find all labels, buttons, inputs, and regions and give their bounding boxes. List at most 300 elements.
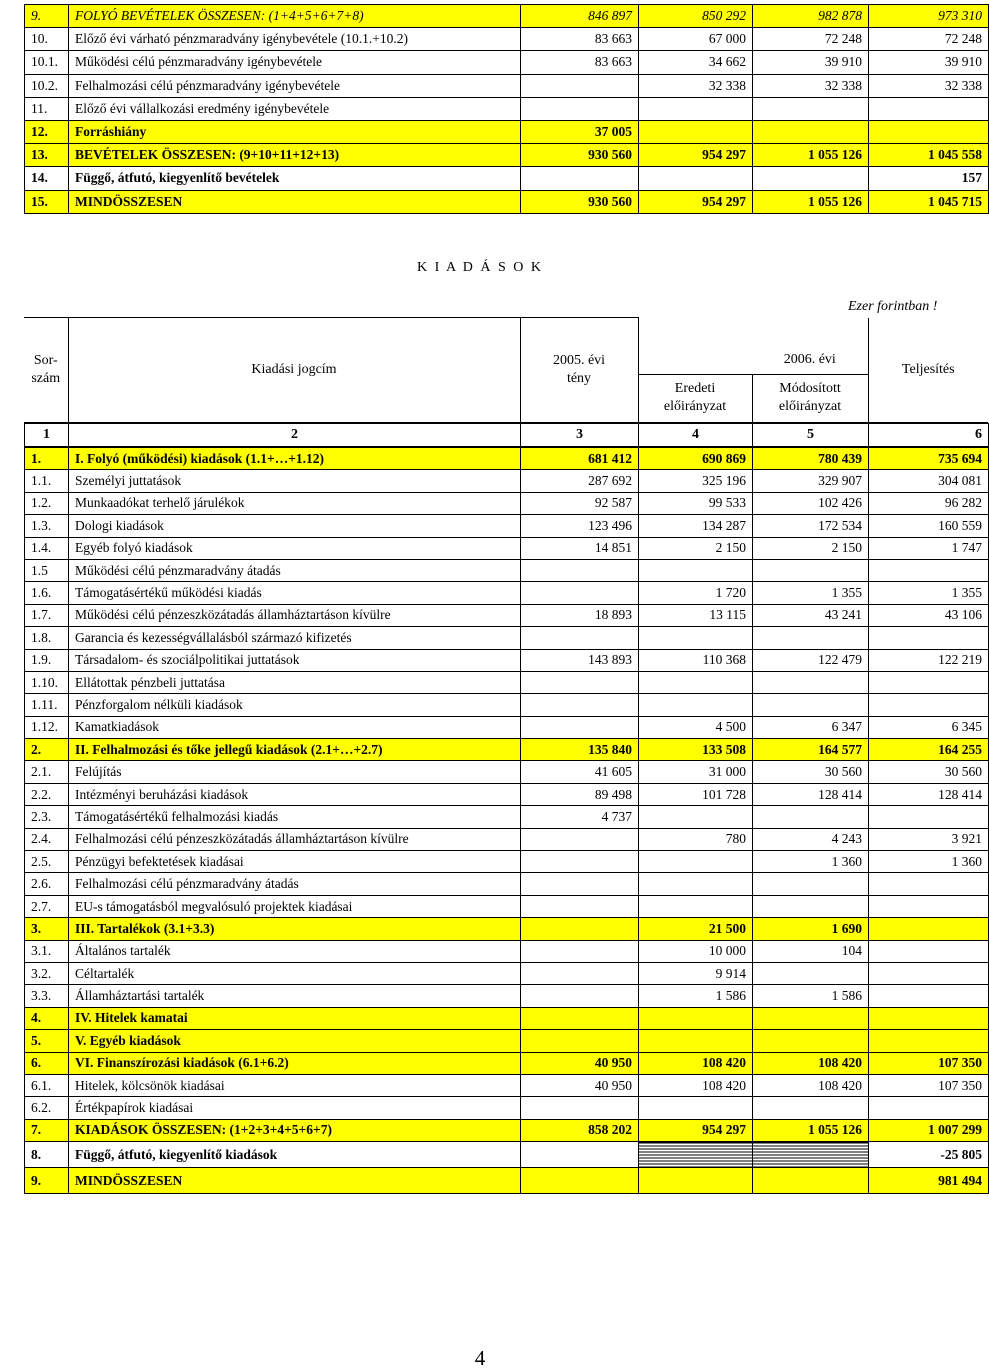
row-value: [639, 895, 753, 917]
expense-row: [25, 537, 989, 559]
expense-row: [25, 559, 989, 581]
row-value: [639, 167, 753, 190]
row-value: 89 498: [521, 783, 639, 805]
expense-row: [25, 492, 989, 514]
expense-row: [25, 448, 989, 470]
row-value: [753, 806, 869, 828]
expense-row: [25, 851, 989, 873]
row-number: 1.7.: [25, 604, 69, 626]
row-value: [521, 74, 639, 97]
row-label: Általános tartalék: [69, 940, 521, 962]
row-number: 2.2.: [25, 783, 69, 805]
row-value: 164 577: [753, 739, 869, 761]
row-value: 287 692: [521, 470, 639, 492]
row-value: [869, 985, 989, 1007]
row-value: 1 586: [639, 985, 753, 1007]
row-number: 3.2.: [25, 962, 69, 984]
row-value: 1 747: [869, 537, 989, 559]
row-value: 13 115: [639, 604, 753, 626]
expense-row: [25, 604, 989, 626]
header-modositott: Módosított előirányzat: [752, 374, 868, 423]
row-number: 13.: [25, 144, 69, 167]
row-label: Társadalom- és szociálpolitikai juttatások: [69, 649, 521, 671]
row-value: 102 426: [753, 492, 869, 514]
row-value: 83 663: [521, 51, 639, 74]
row-value: 108 420: [639, 1052, 753, 1074]
row-value: 4 500: [639, 716, 753, 738]
unit-note: Ezer forintban !: [848, 299, 938, 314]
income-row: [25, 51, 989, 74]
row-value: 846 897: [521, 5, 639, 28]
row-number: 2.3.: [25, 806, 69, 828]
row-value: 930 560: [521, 190, 639, 213]
row-value: 32 338: [869, 74, 989, 97]
row-label: Pénzügyi befektetések kiadásai: [69, 851, 521, 873]
row-value: [869, 559, 989, 581]
row-label: Értékpapírok kiadásai: [69, 1097, 521, 1119]
row-number: 5.: [25, 1030, 69, 1052]
row-value: 92 587: [521, 492, 639, 514]
row-value: 160 559: [869, 515, 989, 537]
row-value: [753, 120, 869, 143]
row-value: [521, 716, 639, 738]
row-value: 1 055 126: [753, 190, 869, 213]
expenses-header: [24, 317, 988, 423]
row-label: Felhalmozási célú pénzeszközátadás államháztartáson kívülre: [69, 828, 521, 850]
row-value: [521, 1097, 639, 1119]
row-value: 104: [753, 940, 869, 962]
row-value: 780: [639, 828, 753, 850]
row-value: [753, 1142, 869, 1168]
row-value: 4 243: [753, 828, 869, 850]
row-value: 72 248: [753, 28, 869, 51]
row-number: 2.4.: [25, 828, 69, 850]
row-value: 41 605: [521, 761, 639, 783]
row-label: Támogatásértékű felhalmozási kiadás: [69, 806, 521, 828]
row-value: 954 297: [639, 144, 753, 167]
row-label: IV. Hitelek kamatai: [69, 1007, 521, 1029]
header-sorszam: Sor- szám: [24, 318, 68, 423]
row-value: [521, 582, 639, 604]
row-value: 1 055 126: [753, 144, 869, 167]
row-value: 1 045 558: [869, 144, 989, 167]
row-number: 11.: [25, 97, 69, 120]
row-value: 304 081: [869, 470, 989, 492]
row-value: [753, 1097, 869, 1119]
row-number: 6.2.: [25, 1097, 69, 1119]
row-number: 2.5.: [25, 851, 69, 873]
income-row: [25, 74, 989, 97]
row-value: 1 360: [869, 851, 989, 873]
col-number: 2: [69, 424, 521, 447]
row-value: [753, 895, 869, 917]
expense-row: [25, 1007, 989, 1029]
row-label: Forráshiány: [69, 120, 521, 143]
expense-row: [25, 1097, 989, 1119]
header-2006: 2006. évi: [752, 318, 868, 375]
income-row: [25, 5, 989, 28]
expense-row: [25, 806, 989, 828]
expense-row: [25, 1052, 989, 1074]
row-value: 1 360: [753, 851, 869, 873]
row-value: [639, 1097, 753, 1119]
row-value: 1 720: [639, 582, 753, 604]
row-value: 850 292: [639, 5, 753, 28]
row-value: 681 412: [521, 448, 639, 470]
row-value: [869, 120, 989, 143]
row-label: MINDÖSSZESEN: [69, 190, 521, 213]
row-value: [753, 671, 869, 693]
expense-row: [25, 918, 989, 940]
header-teljesites: Teljesítés: [868, 318, 988, 423]
row-value: [869, 918, 989, 940]
row-value: [639, 1168, 753, 1194]
col-number: 6: [869, 424, 989, 447]
row-value: [869, 1007, 989, 1029]
row-value: 6 345: [869, 716, 989, 738]
row-value: 954 297: [639, 190, 753, 213]
row-value: [521, 1030, 639, 1052]
row-value: 122 479: [753, 649, 869, 671]
row-value: 133 508: [639, 739, 753, 761]
row-label: III. Tartalékok (3.1+3.3): [69, 918, 521, 940]
row-value: 157: [869, 167, 989, 190]
row-value: 18 893: [521, 604, 639, 626]
row-value: [639, 671, 753, 693]
header-2005: 2005. évi tény: [520, 318, 638, 423]
row-label: Céltartalék: [69, 962, 521, 984]
row-value: 40 950: [521, 1074, 639, 1096]
row-value: 1 045 715: [869, 190, 989, 213]
row-value: [521, 940, 639, 962]
row-label: Működési célú pénzeszközátadás államháztartáson kívülre: [69, 604, 521, 626]
row-label: Előző évi vállalkozási eredmény igénybevétele: [69, 97, 521, 120]
row-number: 2.: [25, 739, 69, 761]
row-value: 325 196: [639, 470, 753, 492]
row-value: [869, 806, 989, 828]
row-number: 1.8.: [25, 627, 69, 649]
row-value: 9 914: [639, 962, 753, 984]
row-value: 67 000: [639, 28, 753, 51]
row-value: 37 005: [521, 120, 639, 143]
row-value: 34 662: [639, 51, 753, 74]
row-value: [869, 627, 989, 649]
row-value: [521, 167, 639, 190]
row-value: 172 534: [753, 515, 869, 537]
row-number: 2.1.: [25, 761, 69, 783]
row-label: Egyéb folyó kiadások: [69, 537, 521, 559]
expense-row: [25, 873, 989, 895]
row-value: [753, 1030, 869, 1052]
expense-row: [25, 627, 989, 649]
row-value: [753, 167, 869, 190]
row-value: [869, 873, 989, 895]
row-value: 21 500: [639, 918, 753, 940]
row-number: 2.7.: [25, 895, 69, 917]
row-label: Hitelek, kölcsönök kiadásai: [69, 1074, 521, 1096]
row-value: 83 663: [521, 28, 639, 51]
row-label: Függő, átfutó, kiegyenlítő bevételek: [69, 167, 521, 190]
row-value: 99 533: [639, 492, 753, 514]
row-value: 690 869: [639, 448, 753, 470]
row-value: 1 007 299: [869, 1119, 989, 1141]
row-value: [521, 1168, 639, 1194]
row-value: [639, 806, 753, 828]
expense-row: [25, 1119, 989, 1141]
expense-row: [25, 582, 989, 604]
expense-row: [25, 515, 989, 537]
row-number: 4.: [25, 1007, 69, 1029]
row-value: 39 910: [753, 51, 869, 74]
row-value: 930 560: [521, 144, 639, 167]
row-number: 1.9.: [25, 649, 69, 671]
row-value: 981 494: [869, 1168, 989, 1194]
row-value: 108 420: [639, 1074, 753, 1096]
row-number: 14.: [25, 167, 69, 190]
row-number: 10.: [25, 28, 69, 51]
row-value: 39 910: [869, 51, 989, 74]
row-number: 1.5: [25, 559, 69, 581]
row-value: 2 150: [753, 537, 869, 559]
row-value: [639, 559, 753, 581]
row-value: [869, 671, 989, 693]
income-row: [25, 97, 989, 120]
row-value: 973 310: [869, 5, 989, 28]
row-number: 15.: [25, 190, 69, 213]
column-numbers: [24, 423, 989, 447]
row-value: [639, 694, 753, 716]
row-number: 9.: [25, 5, 69, 28]
expenses-heading: K I A D Á S O K: [416, 260, 544, 275]
income-table: [24, 4, 989, 214]
expense-row: [25, 470, 989, 492]
row-number: 10.1.: [25, 51, 69, 74]
row-label: Pénzforgalom nélküli kiadások: [69, 694, 521, 716]
row-value: [869, 1030, 989, 1052]
row-value: [521, 895, 639, 917]
row-label: Kamatkiadások: [69, 716, 521, 738]
row-value: [639, 1007, 753, 1029]
row-number: 9.: [25, 1168, 69, 1194]
row-number: 7.: [25, 1119, 69, 1141]
row-label: V. Egyéb kiadások: [69, 1030, 521, 1052]
header-jogcim: Kiadási jogcím: [68, 318, 520, 423]
row-value: [521, 1142, 639, 1168]
row-number: 1.12.: [25, 716, 69, 738]
row-value: 329 907: [753, 470, 869, 492]
expense-row: [25, 1030, 989, 1052]
row-label: Működési célú pénzmaradvány igénybevétele: [69, 51, 521, 74]
row-value: [521, 671, 639, 693]
row-value: 107 350: [869, 1074, 989, 1096]
row-value: [869, 962, 989, 984]
row-number: 2.6.: [25, 873, 69, 895]
row-label: Felhalmozási célú pénzmaradvány igénybevétele: [69, 74, 521, 97]
expense-row: [25, 985, 989, 1007]
row-number: 1.3.: [25, 515, 69, 537]
row-value: 101 728: [639, 783, 753, 805]
row-value: 1 055 126: [753, 1119, 869, 1141]
row-label: Államháztartási tartalék: [69, 985, 521, 1007]
row-label: Támogatásértékű működési kiadás: [69, 582, 521, 604]
row-number: 1.6.: [25, 582, 69, 604]
row-value: 14 851: [521, 537, 639, 559]
expenses-table: [24, 447, 989, 1194]
row-value: 143 893: [521, 649, 639, 671]
row-value: [639, 1030, 753, 1052]
row-value: 30 560: [869, 761, 989, 783]
expense-row: [25, 1142, 989, 1168]
row-value: [639, 873, 753, 895]
row-value: 1 355: [753, 582, 869, 604]
row-value: [869, 694, 989, 716]
row-value: [521, 97, 639, 120]
expense-row: [25, 783, 989, 805]
row-value: 780 439: [753, 448, 869, 470]
row-number: 1.4.: [25, 537, 69, 559]
row-value: 32 338: [753, 74, 869, 97]
row-value: [753, 97, 869, 120]
row-value: [869, 940, 989, 962]
income-row: [25, 167, 989, 190]
row-value: 108 420: [753, 1074, 869, 1096]
row-label: Garancia és kezességvállalásból származó kifizetés: [69, 627, 521, 649]
row-label: BEVÉTELEK ÖSSZESEN: (9+10+11+12+13): [69, 144, 521, 167]
row-value: [639, 627, 753, 649]
row-value: 32 338: [639, 74, 753, 97]
row-value: [521, 851, 639, 873]
expense-row: [25, 671, 989, 693]
expense-row: [25, 649, 989, 671]
row-number: 10.2.: [25, 74, 69, 97]
row-value: 164 255: [869, 739, 989, 761]
row-value: 858 202: [521, 1119, 639, 1141]
row-number: 6.: [25, 1052, 69, 1074]
row-value: [521, 962, 639, 984]
row-value: [521, 985, 639, 1007]
col-number: 3: [521, 424, 639, 447]
row-label: Függő, átfutó, kiegyenlítő kiadások: [69, 1142, 521, 1168]
row-number: 6.1.: [25, 1074, 69, 1096]
row-label: Dologi kiadások: [69, 515, 521, 537]
row-label: MINDÖSSZESEN: [69, 1168, 521, 1194]
row-value: [639, 1142, 753, 1168]
expense-row: [25, 962, 989, 984]
row-value: 2 150: [639, 537, 753, 559]
row-value: [753, 694, 869, 716]
row-value: [639, 851, 753, 873]
row-value: -25 805: [869, 1142, 989, 1168]
row-value: 6 347: [753, 716, 869, 738]
row-label: VI. Finanszírozási kiadások (6.1+6.2): [69, 1052, 521, 1074]
row-value: 30 560: [753, 761, 869, 783]
row-number: 1.10.: [25, 671, 69, 693]
row-value: 43 106: [869, 604, 989, 626]
row-value: 4 737: [521, 806, 639, 828]
row-value: 10 000: [639, 940, 753, 962]
row-number: 1.: [25, 448, 69, 470]
row-value: 96 282: [869, 492, 989, 514]
row-label: FOLYÓ BEVÉTELEK ÖSSZESEN: (1+4+5+6+7+8): [69, 5, 521, 28]
row-label: Intézményi beruházási kiadások: [69, 783, 521, 805]
row-value: 31 000: [639, 761, 753, 783]
row-value: [753, 873, 869, 895]
expense-row: [25, 940, 989, 962]
header-eredeti: Eredeti előirányzat: [638, 374, 752, 423]
row-value: [753, 1168, 869, 1194]
row-number: 1.1.: [25, 470, 69, 492]
row-value: 108 420: [753, 1052, 869, 1074]
col-number: 4: [639, 424, 753, 447]
row-label: Felhalmozási célú pénzmaradvány átadás: [69, 873, 521, 895]
row-label: Munkaadókat terhelő járulékok: [69, 492, 521, 514]
row-value: 134 287: [639, 515, 753, 537]
income-row: [25, 120, 989, 143]
income-row: [25, 144, 989, 167]
row-number: 3.1.: [25, 940, 69, 962]
row-number: 3.: [25, 918, 69, 940]
row-label: II. Felhalmozási és tőke jellegű kiadások (2.1+…+2.7): [69, 739, 521, 761]
row-value: [639, 120, 753, 143]
row-value: 3 921: [869, 828, 989, 850]
row-label: I. Folyó (működési) kiadások (1.1+…+1.12): [69, 448, 521, 470]
expense-row: [25, 739, 989, 761]
row-value: [521, 828, 639, 850]
row-value: 43 241: [753, 604, 869, 626]
row-value: [521, 918, 639, 940]
row-value: [753, 627, 869, 649]
row-value: 122 219: [869, 649, 989, 671]
row-value: [521, 694, 639, 716]
row-number: 12.: [25, 120, 69, 143]
row-value: 1 355: [869, 582, 989, 604]
row-value: [521, 627, 639, 649]
row-value: 110 368: [639, 649, 753, 671]
row-label: Előző évi várható pénzmaradvány igénybevétele (10.1.+10.2): [69, 28, 521, 51]
row-label: KIADÁSOK ÖSSZESEN: (1+2+3+4+5+6+7): [69, 1119, 521, 1141]
row-label: Felújítás: [69, 761, 521, 783]
row-value: [753, 1007, 869, 1029]
row-value: [521, 873, 639, 895]
row-value: [869, 97, 989, 120]
row-number: 1.11.: [25, 694, 69, 716]
row-value: 954 297: [639, 1119, 753, 1141]
row-value: 128 414: [753, 783, 869, 805]
row-value: [869, 1097, 989, 1119]
row-value: 40 950: [521, 1052, 639, 1074]
row-value: [639, 97, 753, 120]
row-value: [753, 962, 869, 984]
row-label: Ellátottak pénzbeli juttatása: [69, 671, 521, 693]
row-value: [521, 559, 639, 581]
expense-row: [25, 1074, 989, 1096]
row-value: [521, 1007, 639, 1029]
row-value: [753, 559, 869, 581]
row-value: 128 414: [869, 783, 989, 805]
row-number: 3.3.: [25, 985, 69, 1007]
row-value: 107 350: [869, 1052, 989, 1074]
row-value: 982 878: [753, 5, 869, 28]
expense-row: [25, 694, 989, 716]
income-row: [25, 190, 989, 213]
row-label: EU-s támogatásból megvalósuló projektek kiadásai: [69, 895, 521, 917]
row-number: 8.: [25, 1142, 69, 1168]
row-value: 72 248: [869, 28, 989, 51]
expense-row: [25, 761, 989, 783]
expense-row: [25, 895, 989, 917]
col-number: 5: [753, 424, 869, 447]
row-value: 123 496: [521, 515, 639, 537]
